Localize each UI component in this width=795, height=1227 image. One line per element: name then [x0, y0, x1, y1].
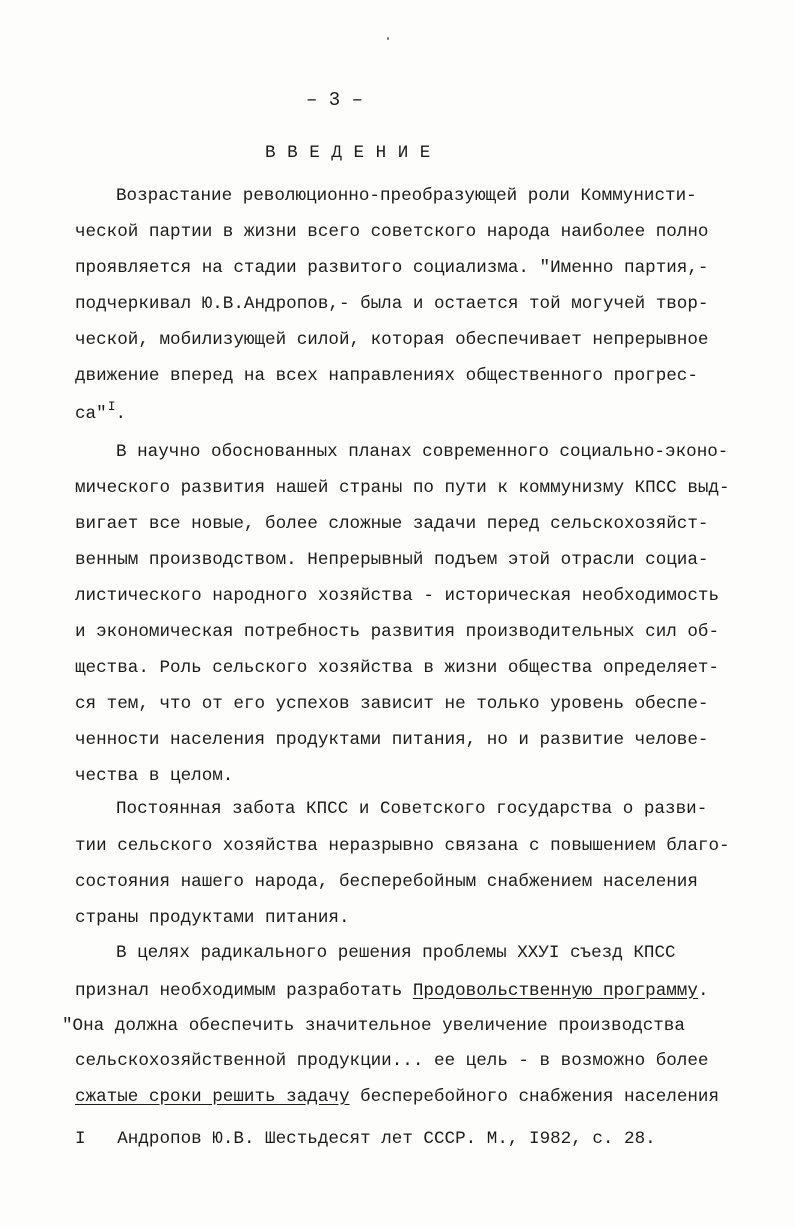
para2-line: венным производством. Непрерывный подъем этой отрасли социа-	[75, 550, 709, 570]
page-title: В В Е Д Е Н И Е	[265, 143, 431, 163]
para2-line: чества в целом.	[75, 766, 234, 786]
footnote-text: Андропов Ю.В. Шестьдесят лет СССР. М., I982, с. 28.	[117, 1129, 656, 1149]
para3-line: состояния нашего народа, бесперебойным снабжением населения	[75, 872, 698, 892]
para4-line: признал необходимым разработать Продовольственную программу.	[75, 981, 709, 1001]
para1-line-last: са"$^I$.	[75, 399, 127, 424]
para1-line: ческой партии в жизни всего советского народа наиболее полно	[75, 222, 709, 242]
para4-line: сжатые сроки решить задачу бесперебойного снабжения населения	[75, 1087, 720, 1107]
para2-line: щества. Роль сельского хозяйства в жизни общества определяет-	[75, 658, 720, 678]
para3-line: страны продуктами питания.	[75, 908, 350, 928]
food-program-underlined: Продовольственную программу	[412, 981, 698, 1001]
para1-line: Возрастание революционно-преобразующей роли Коммунисти-	[116, 186, 697, 206]
para3-line: тии сельского хозяйства неразрывно связана с повышением благо-	[75, 836, 730, 856]
para2-line: В научно обоснованных планах современного социально-эконо-	[116, 442, 729, 462]
underlined-phrase: сжатые сроки решить задачу	[75, 1087, 350, 1107]
para1-line: подчеркивал Ю.В.Андропов,- была и остается той могучей твор-	[75, 294, 709, 314]
para4-line: сельскохозяйственной продукции... ее цель - в возможно более	[75, 1051, 709, 1071]
para2-line: ся тем, что от его успехов зависит не только уровень обеспе-	[75, 694, 709, 714]
para3-line: Постоянная забота КПСС и Советского государства о разви-	[116, 799, 708, 819]
para1-line: ческой, мобилизующей силой, которая обеспечивает непрерывное	[75, 330, 709, 350]
para2-line: мического развития нашей страны по пути к коммунизму КПСС выд-	[75, 478, 730, 498]
para2-line: вигает все новые, более сложные задачи перед сельскохозяйст-	[75, 514, 709, 534]
para4-line: В целях радикального решения проблемы ХХУI съезд КПСС	[116, 943, 676, 963]
para2-line: ченности населения продуктами питания, но и развитие челове-	[75, 730, 709, 750]
para1-line: движение вперед на всех направлениях общественного прогрес-	[75, 366, 698, 386]
page-number: – 3 –	[306, 89, 364, 111]
para4-line: "Она должна обеспечить значительное увеличение производства	[62, 1016, 685, 1036]
scan-speck	[387, 37, 389, 40]
footnote-mark: I	[75, 1129, 86, 1149]
para2-line: листического народного хозяйства - историческая необходимость	[75, 586, 720, 606]
footnote	[75, 1127, 656, 1151]
para2-line: и экономическая потребность развития производительных сил об-	[75, 622, 720, 642]
para1-line: проявляется на стадии развитого социализма. "Именно партия,-	[75, 258, 709, 278]
footnote-reference: I	[107, 399, 116, 414]
